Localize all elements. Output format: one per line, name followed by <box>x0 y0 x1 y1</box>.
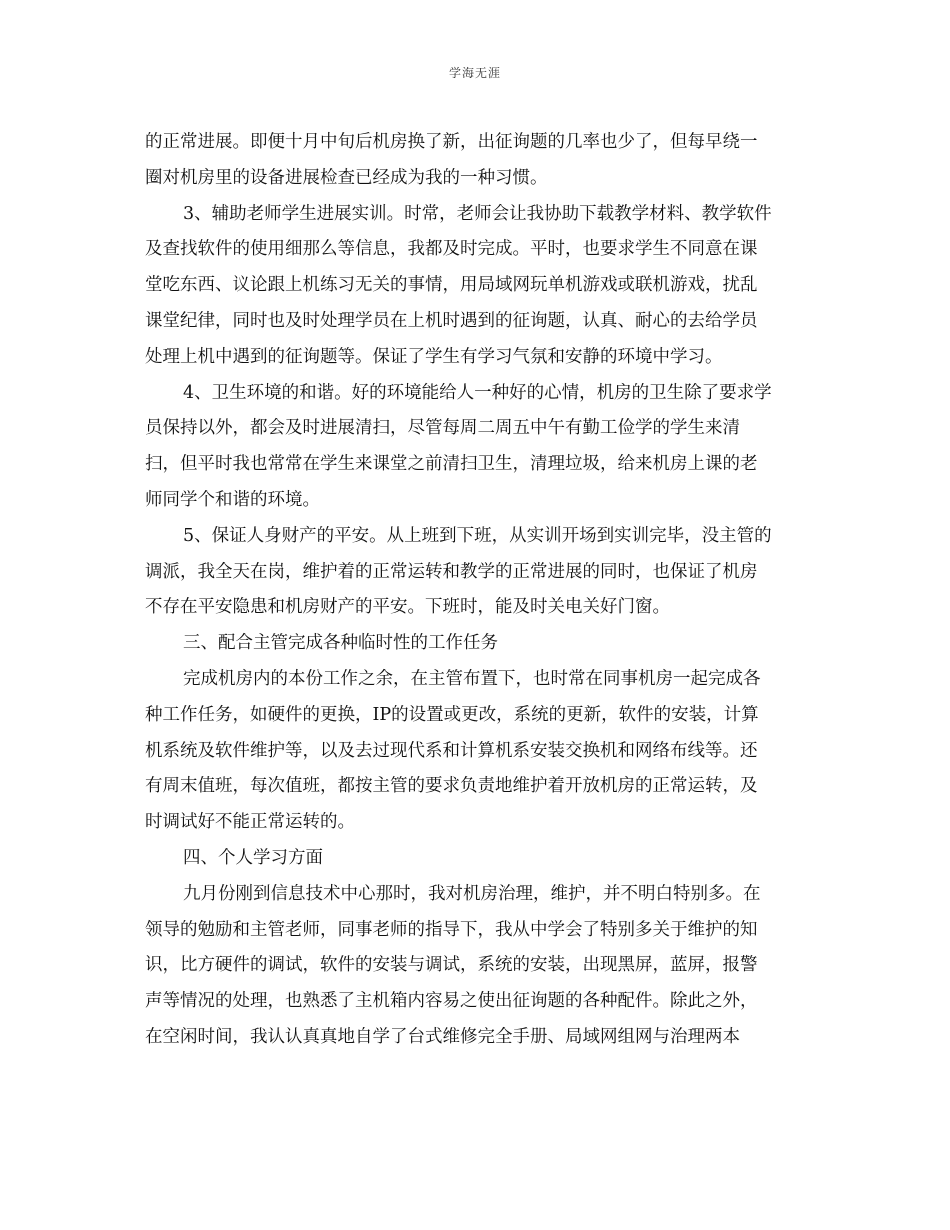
text-line: 九月份刚到信息技术中心那时，我对机房治理，维护，并不明白特别多。在 <box>183 883 761 904</box>
text-line: 堂吃东西、议论跟上机练习无关的事情，用局域网玩单机游戏或联机游戏，扰乱 <box>145 275 758 296</box>
text-line: 师同学个和谐的环境。 <box>145 489 320 510</box>
page-header: 学海无涯 <box>448 66 501 80</box>
text-line: 处理上机中遇到的征询题等。保证了学生有学习气氛和安静的环境中学习。 <box>145 346 723 367</box>
text-line: 声等情况的处理，也熟悉了主机箱内容易之使出征询题的各种配件。除此之外， <box>145 991 758 1012</box>
text-line: 4、卫生环境的和谐。好的环境能给人一种好的心情，机房的卫生除了要求学 <box>183 382 772 403</box>
text-line: 不存在平安隐患和机房财产的平安。下班时，能及时关电关好门窗。 <box>145 597 670 618</box>
text-line: 员保持以外，都会及时进展清扫，尽管每周二周五中午有勤工俭学的学生来清 <box>145 418 740 439</box>
text-line: 在空闲时间，我认认真真地自学了台式维修完全手册、局域网组网与治理两本 <box>145 1026 740 1047</box>
text-line: 机系统及软件维护等，以及去过现代系和计算机系安装交换机和网络布线等。还 <box>145 740 758 761</box>
document-body <box>145 125 809 1056</box>
text-line: 及查找软件的使用细那么等信息，我都及时完成。平时，也要求学生不同意在课 <box>145 239 758 260</box>
text-line: 调派，我全天在岗，维护着的正常运转和教学的正常进展的同时，也保证了机房 <box>145 561 758 582</box>
text-line: 种工作任务，如硬件的更换，IP的设置或更改，系统的更新，软件的安装，计算 <box>145 704 759 725</box>
text-line: 完成机房内的本份工作之余，在主管布置下，也时常在同事机房一起完成各 <box>183 668 761 689</box>
text-line: 四、个人学习方面 <box>183 847 323 868</box>
text-line: 课堂纪律，同时也及时处理学员在上机时遇到的征询题，认真、耐心的去给学员 <box>145 310 758 331</box>
text-line: 5、保证人身财产的平安。从上班到下班，从实训开场到实训完毕，没主管的 <box>183 525 772 546</box>
text-line: 扫，但平时我也常常在学生来课堂之前清扫卫生，清理垃圾，给来机房上课的老 <box>145 454 758 475</box>
text-line: 时调试好不能正常运转的。 <box>145 812 355 833</box>
text-line: 3、辅助老师学生进展实训。时常，老师会让我协助下载教学材料、教学软件 <box>183 203 772 224</box>
text-line: 的正常进展。即便十月中旬后机房换了新，出征询题的几率也少了，但每早绕一 <box>145 132 758 152</box>
text-line: 圈对机房里的设备进展检查已经成为我的一种习惯。 <box>145 167 548 188</box>
text-line: 识，比方硬件的调试，软件的安装与调试，系统的安装，出现黑屏，蓝屏，报警 <box>145 955 758 976</box>
text-line: 领导的勉励和主管老师，同事老师的指导下，我从中学会了特别多关于维护的知 <box>145 919 758 940</box>
text-line: 有周末值班，每次值班，都按主管的要求负责地维护着开放机房的正常运转，及 <box>145 776 758 797</box>
text-line: 三、配合主管完成各种临时性的工作任务 <box>183 633 498 654</box>
